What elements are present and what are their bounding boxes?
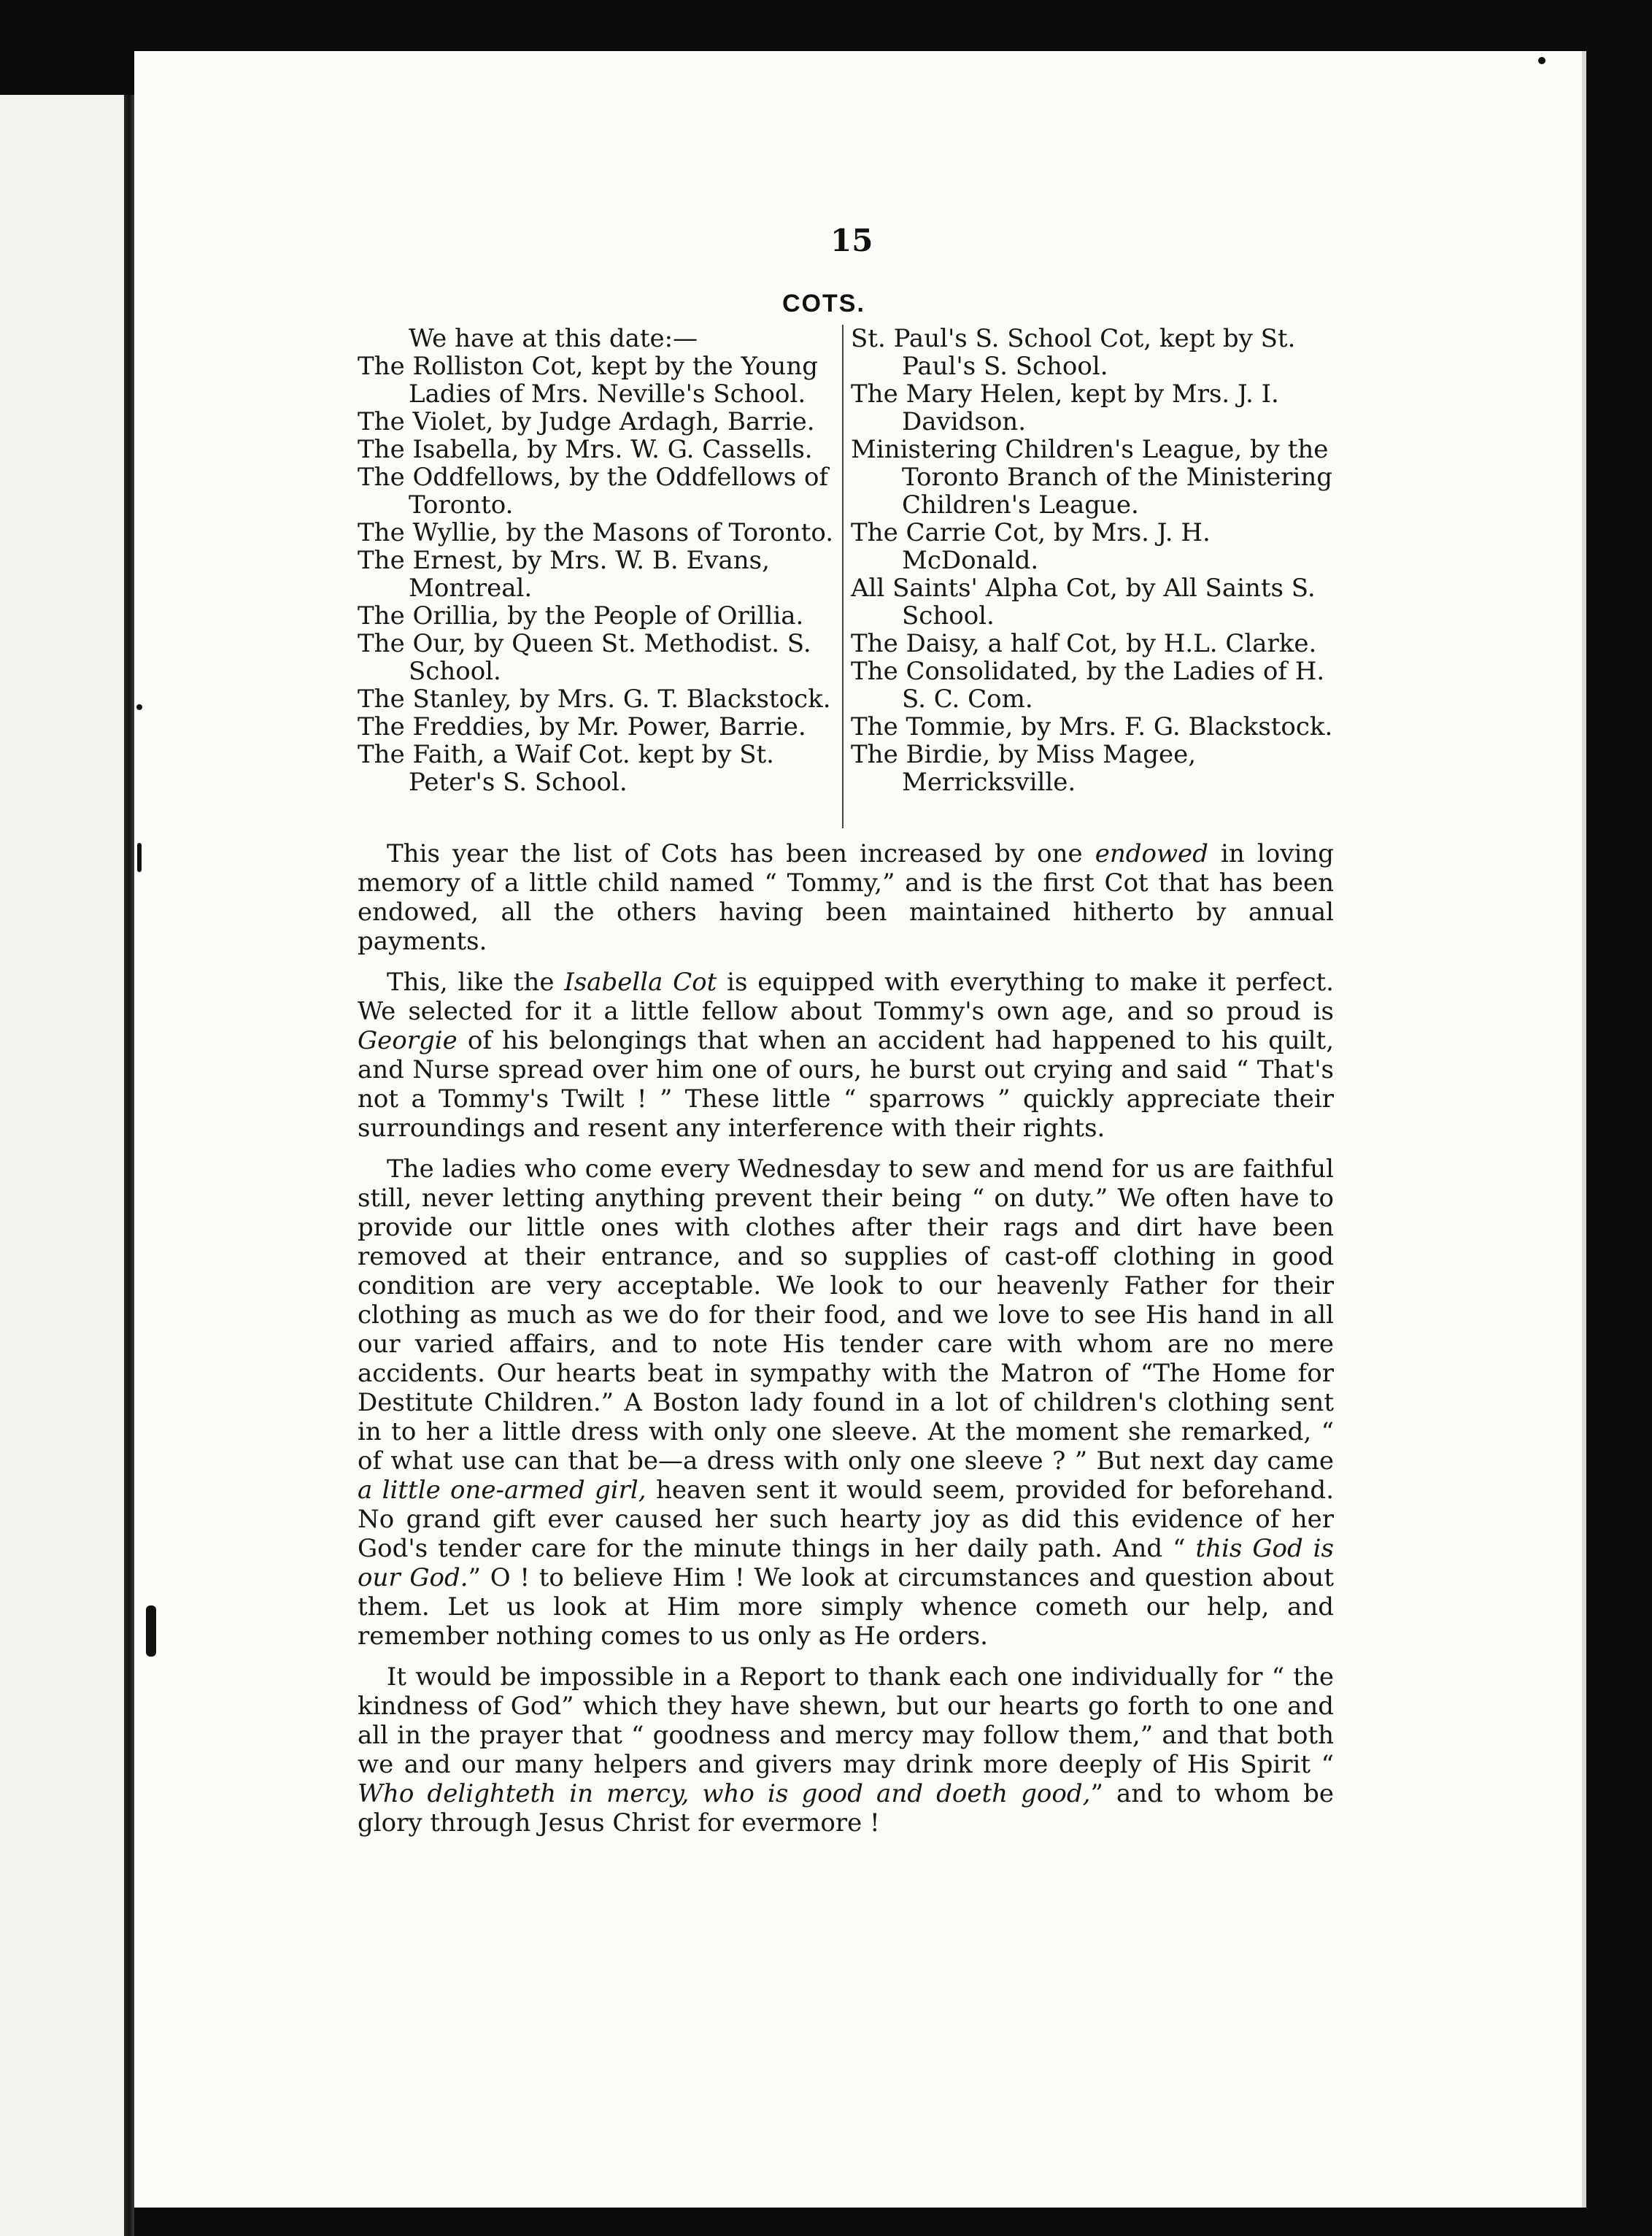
cot-entry: The Daisy, a half Cot, by H.L. Clarke. — [851, 629, 1317, 658]
cot-entry: The Wyllie, by the Masons of Toronto. — [358, 518, 834, 547]
scan-speck — [137, 843, 142, 872]
italic-text: Isabella Cot — [564, 968, 717, 997]
cot-entry: The Ernest, by Mrs. W. B. Evans, Montreal. — [358, 546, 770, 603]
cot-entry: Ministering Children's League, by the Toronto Branch of the Ministering Children's League. — [851, 435, 1333, 520]
cot-entry: The Orillia, by the People of Orillia. — [358, 601, 804, 631]
italic-text: Georgie — [358, 1026, 458, 1055]
italic-text: endowed — [1095, 839, 1208, 868]
cot-entry: All Saints' Alpha Cot, by All Saints S. School. — [851, 574, 1316, 631]
scan-speck — [146, 1605, 156, 1657]
text-run: It would be impossible in a Report to thank each one individually for “ the kindness of God” which they have shewn, but our hearts go forth to one and all in the prayer that “ goodness and mercy may follow them,” and that both we and our many helpers and givers may drink more deeply of His Spirit “ — [358, 1662, 1334, 1779]
page-number: 15 — [830, 223, 873, 258]
cots-list — [358, 325, 1335, 836]
cot-entry: The Freddies, by Mr. Power, Barrie. — [358, 712, 806, 741]
cot-entry: The Our, by Queen St. Methodist. S. School. — [358, 629, 811, 686]
cot-entry: The Violet, by Judge Ardagh, Barrie. — [358, 407, 815, 436]
paragraph-thanks — [358, 1662, 1334, 1838]
text-run: heaven sent it would seem, provided for beforehand. No grand gift ever caused her such hearty joy as did this evidence of her God's tender care for the minute things in her daily path. And “ — [358, 1476, 1335, 1563]
cot-entry: The Tommie, by Mrs. F. G. Blackstock. — [851, 712, 1333, 741]
italic-text: Who delighteth in mercy, who is good and doeth good, — [358, 1779, 1091, 1808]
cots-right-column — [851, 325, 1335, 796]
text-run: This year the list of Cots has been increased by one — [387, 839, 1095, 868]
text-run: of his belongings that when an accident had happened to his quilt, and Nurse spread over him one of ours, he burst out crying and said “ That's not a Tommy's Twilt ! ” These little “ sparrows ” quickly appreciate their surroundings and resent any interference with their rights. — [358, 1026, 1334, 1143]
text-run: The ladies who come every Wednesday to sew and mend for us are faithful still, never letting anything prevent their being “ on duty.” We often have to provide our little ones with clothes after their rags and dirt have been removed at their entrance, and so supplies of cast-off clothing in good condition are very acceptable. We look to our heavenly Father for their clothing as much as we do for their food, and we love to see His hand in all our varied affairs, and to note His tender care with whom are no mere accidents. Our hearts beat in sympathy with the Matron of “The Home for Destitute Children.” A Boston lady found in a lot of children's clothing sent in to her a little dress with only one sleeve. At the moment she remarked, “ of what use can that be—a dress with only one sleeve ? ” But next day came — [358, 1154, 1334, 1476]
report-body — [358, 839, 1334, 1849]
column-divider — [842, 325, 844, 828]
text-run: ” O ! to believe Him ! We look at circumstances and question about them. Let us look at Him more simply whence cometh our help, and remember nothing comes to us only as He orders. — [358, 1563, 1334, 1651]
cots-left-column — [358, 325, 839, 796]
cot-entry: The Consolidated, by the Ladies of H. S. C. Com. — [851, 657, 1325, 714]
cots-intro: We have at this date:— — [409, 324, 698, 353]
cot-entry: The Faith, a Waif Cot. kept by St. Peter's S. School. — [358, 740, 774, 797]
page-edge-shadow — [1582, 51, 1586, 2208]
cot-entry: The Mary Helen, kept by Mrs. J. I. Davidson. — [851, 379, 1279, 436]
cot-entry: The Oddfellows, by the Oddfellows of Toronto. — [358, 463, 829, 520]
cot-entry: The Carrie Cot, by Mrs. J. H. McDonald. — [851, 518, 1211, 575]
facing-page-edge — [0, 95, 124, 2236]
cot-entry: The Stanley, by Mrs. G. T. Blackstock. — [358, 685, 831, 714]
cot-entry: The Rolliston Cot, kept by the Young Ladies of Mrs. Neville's School. — [358, 352, 818, 409]
scan-speck — [1538, 57, 1545, 64]
text-run: in loving memory of a little child named “ Tommy,” and is the first Cot that has been endowed, all the others having been maintained hitherto by annual payments. — [358, 839, 1334, 956]
italic-text: a little one-armed girl, — [358, 1476, 646, 1505]
text-run: is equipped with everything to make it perfect. We selected for it a little fellow about Tommy's own age, and so proud is — [358, 968, 1334, 1026]
paragraph-endowed-cot — [358, 839, 1334, 956]
text-run: This, like the — [387, 968, 565, 997]
text-run: ” and to whom be glory through Jesus Christ for evermore ! — [358, 1779, 1334, 1838]
cot-entry: St. Paul's S. School Cot, kept by St. Paul's S. School. — [851, 324, 1296, 381]
cot-entry: The Isabella, by Mrs. W. G. Cassells. — [358, 435, 813, 464]
paragraph-sewing-ladies — [358, 1154, 1334, 1651]
cot-entry: The Birdie, by Miss Magee, Merricksville. — [851, 740, 1197, 797]
book-gutter — [124, 95, 134, 2236]
italic-text: this God is our God. — [358, 1534, 1334, 1592]
paragraph-tommy-cot — [358, 968, 1334, 1143]
scan-speck — [136, 704, 142, 710]
section-title: COTS. — [782, 290, 865, 317]
